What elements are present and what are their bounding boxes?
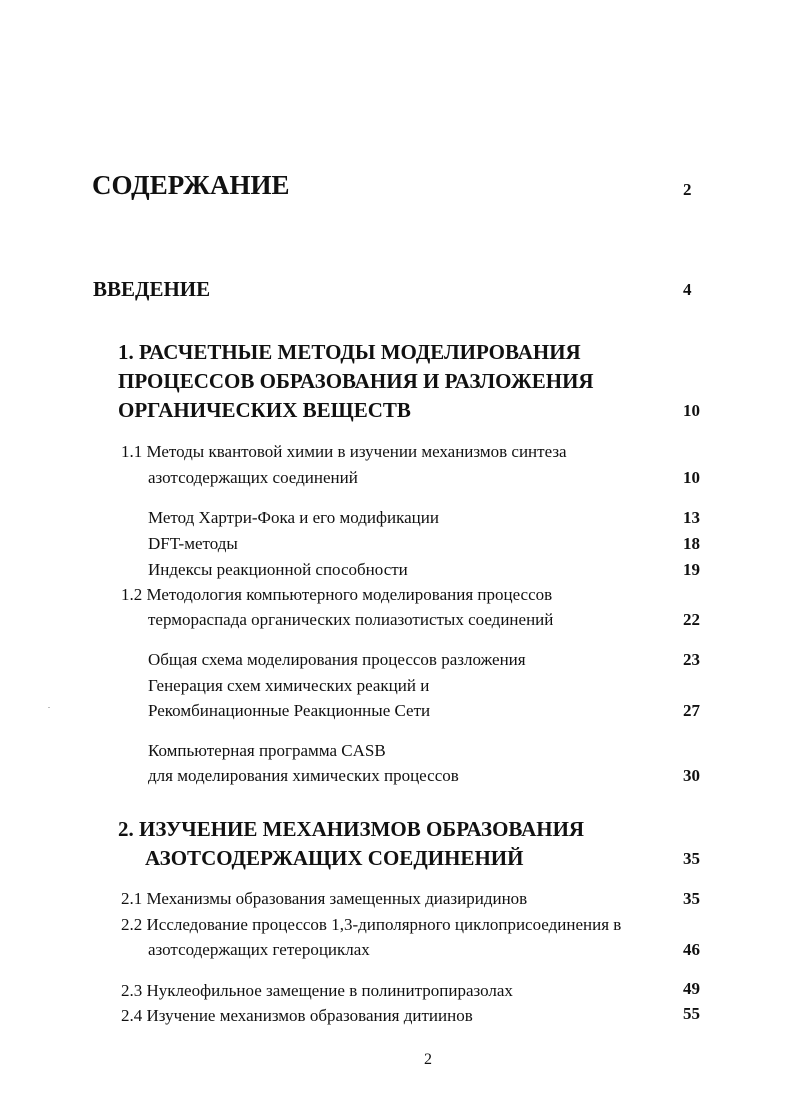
toc-s1-2-line1: 1.2 Методология компьютерного моделирования процессов [121, 585, 553, 604]
toc-sub-b2-line1: Генерация схем химических реакций и [148, 676, 430, 695]
toc-ch2-title-line2: АЗОТСОДЕРЖАЩИХ СОЕДИНЕНИЙ [145, 846, 524, 870]
toc-s1-2-page: 22 [683, 610, 700, 629]
toc-sub-a-2-page: 18 [683, 534, 700, 553]
toc-sub-b1-title: Общая схема моделирования процессов разложения [148, 650, 526, 669]
toc-ch1-title-line1: 1. РАСЧЕТНЫЕ МЕТОДЫ МОДЕЛИРОВАНИЯ [118, 340, 581, 364]
toc-sub-b3-line1: Компьютерная программа CASB [148, 741, 386, 760]
toc-s2-4-title: 2.4 Изучение механизмов образования дитиинов [121, 1006, 473, 1025]
toc-s1-1-line1: 1.1 Методы квантовой химии в изучении механизмов синтеза [121, 442, 567, 461]
toc-ch2-page: 35 [683, 849, 700, 868]
toc-s2-2-line2: азотсодержащих гетероциклах [148, 940, 370, 959]
toc-s2-2-page: 46 [683, 940, 700, 959]
toc-sub-b3-line2: для моделирования химических процессов [148, 766, 459, 785]
toc-sub-a-1-page: 13 [683, 508, 700, 527]
toc-s1-1-page: 10 [683, 468, 700, 487]
toc-s2-3-page: 49 [683, 979, 700, 998]
toc-s2-1-page: 35 [683, 889, 700, 908]
toc-s2-3-title: 2.3 Нуклеофильное замещение в полинитропиразолах [121, 981, 513, 1000]
toc-ch2-title-line1: 2. ИЗУЧЕНИЕ МЕХАНИЗМОВ ОБРАЗОВАНИЯ [118, 817, 585, 841]
toc-s1-2-line2: терморaспада органических полиазотистых соединений [148, 610, 554, 629]
toc-s1-1-line2: азотсодержащих соединений [148, 468, 358, 487]
toc-ch1-title-line2: ПРОЦЕССОВ ОБРАЗОВАНИЯ И РАЗЛОЖЕНИЯ [118, 369, 594, 393]
toc-ch1-page: 10 [683, 401, 700, 420]
toc-sub-b2-page: 27 [683, 701, 700, 720]
toc-s2-1-title: 2.1 Механизмы образования замещенных диазиридинов [121, 889, 528, 908]
toc-intro-page: 4 [683, 280, 692, 299]
toc-contents-page: 2 [683, 180, 692, 199]
page-number: 2 [424, 1051, 432, 1068]
toc-sub-b2-line2: Рекомбинационные Реакционные Сети [148, 701, 431, 720]
toc-sub-b1-page: 23 [683, 650, 700, 669]
toc-sub-a-1-title: Метод Хартри-Фока и его модификации [148, 508, 439, 527]
toc-intro-title: ВВЕДЕНИЕ [93, 277, 211, 301]
toc-ch1-title-line3: ОРГАНИЧЕСКИХ ВЕЩЕСТВ [118, 398, 411, 422]
toc-sub-b3-page: 30 [683, 766, 700, 785]
toc-s2-4-page: 55 [683, 1004, 700, 1023]
scan-speck [48, 707, 50, 708]
toc-sub-a-3-title: Индексы реакционной способности [148, 560, 408, 579]
toc-sub-a-2-title: DFT-методы [148, 534, 238, 553]
toc-contents-title: СОДЕРЖАНИЕ [92, 170, 290, 200]
toc-sub-a-3-page: 19 [683, 560, 700, 579]
toc-s2-2-line1: 2.2 Исследование процессов 1,3-диполярного циклоприсоединения в [121, 915, 622, 934]
